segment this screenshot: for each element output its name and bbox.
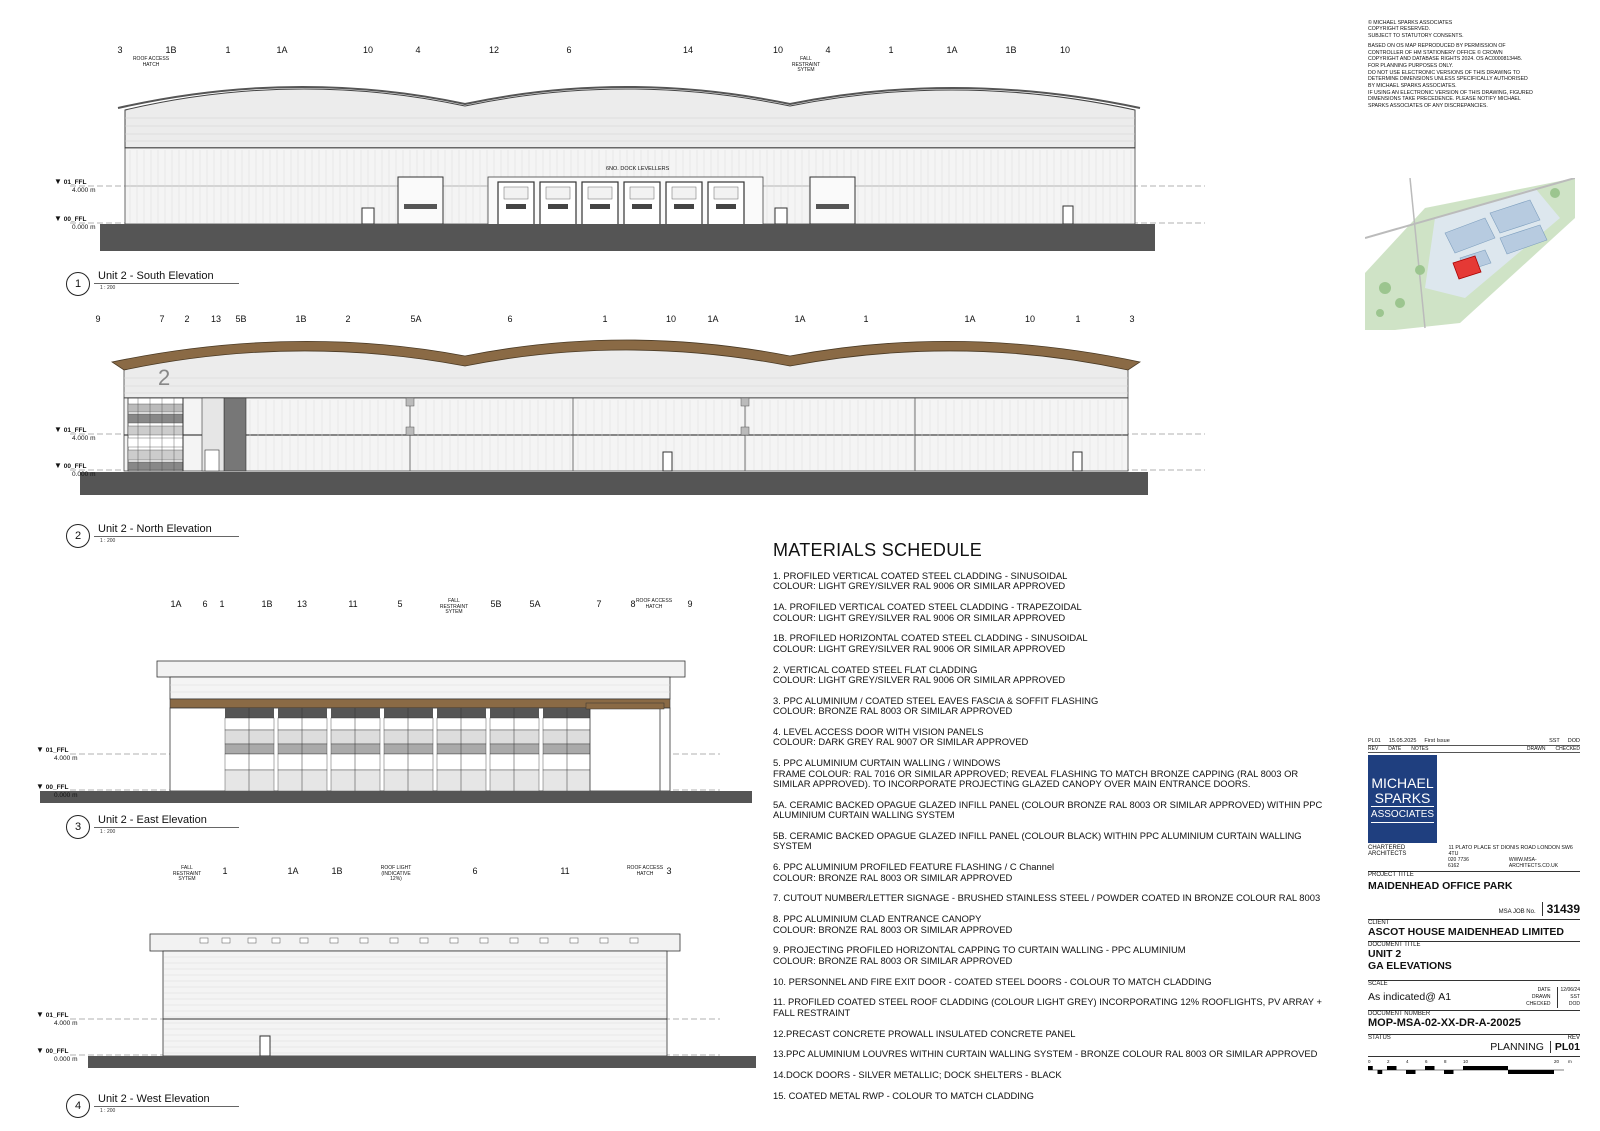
- level-value: 4.000 m: [72, 435, 96, 442]
- revision-row: [1368, 738, 1580, 744]
- copyright-notes: [1368, 20, 1533, 109]
- scale-label: SCALE: [1368, 980, 1580, 987]
- material-tag: 6: [202, 599, 208, 609]
- fall-restraint-note: FALL RESTRAINT SYTEM: [439, 598, 469, 616]
- logo-line: ASSOCIATES: [1371, 806, 1434, 823]
- material-tag: 10: [665, 314, 676, 324]
- material-tag: 10: [772, 45, 783, 55]
- material-item: [773, 800, 1333, 821]
- material-tag: 5B: [235, 314, 247, 324]
- revision-headers: [1368, 745, 1580, 753]
- material-item: [773, 1091, 1333, 1101]
- material-item: [773, 945, 1333, 966]
- roof-light-note: ROOF LIGHT (INDICATIVE 12%): [380, 865, 412, 883]
- scale-tick-label: 8: [1444, 1059, 1447, 1064]
- status-value: PLANNING: [1490, 1041, 1544, 1053]
- material-description: COLOUR: LIGHT GREY/SILVER RAL 9006 OR SIMILAR APPROVED: [773, 642, 1066, 654]
- level-value: 0.000 m: [72, 471, 96, 478]
- south-elevation-drawing: [0, 0, 1340, 260]
- material-heading: 11. PROFILED COATED STEEL ROOF CLADDING (COLOUR LIGHT GREY) INCORPORATING 12% ROOFLIGHTS, PV ARRAY + FALL RESTRAINT: [773, 996, 1322, 1018]
- rev-checked-cell: DOD: [1567, 738, 1580, 744]
- project-title-label: PROJECT TITLE: [1368, 871, 1580, 878]
- scale-tick-label: 0: [1368, 1059, 1371, 1064]
- material-heading: 9. PROJECTING PROFILED HORIZONTAL CAPPING TO CURTAIN WALLING - PPC ALUMINIUM: [773, 944, 1186, 956]
- material-tag: 13: [210, 314, 221, 324]
- view-scale: 1 : 200: [100, 829, 116, 835]
- rev-drawn-cell: SST: [1549, 738, 1560, 744]
- material-tag: 3: [117, 45, 123, 55]
- material-item: [773, 893, 1333, 903]
- material-tag: 1A: [287, 866, 299, 876]
- material-description: COLOUR: LIGHT GREY/SILVER RAL 9006 OR SIMILAR APPROVED: [773, 611, 1066, 623]
- material-tag: 1B: [1005, 45, 1017, 55]
- scale-bar-ticks: [1368, 1059, 1580, 1065]
- west-elevation-drawing: [0, 880, 760, 1080]
- level-label: 01_FFL: [63, 179, 87, 186]
- material-tag: 1: [1075, 314, 1081, 324]
- view-title: Unit 2 - East Elevation: [98, 814, 207, 826]
- scale-tick-label: 2: [1387, 1059, 1390, 1064]
- level-marker-ffl1: ▼ 01_FFL 4.000 m: [36, 745, 78, 762]
- level-marker-ffl0: ▼ 00_FFL 0.000 m: [54, 461, 96, 478]
- material-tag: 2: [184, 314, 190, 324]
- material-tag: 1A: [794, 314, 806, 324]
- material-tag: 14: [682, 45, 693, 55]
- logo-line: MICHAEL: [1371, 774, 1434, 791]
- material-tag: 4: [825, 45, 831, 55]
- materials-schedule: [773, 540, 1333, 1112]
- chartered-architects: CHARTERED ARCHITECTS: [1368, 845, 1407, 857]
- material-heading: 1A. PROFILED VERTICAL COATED STEEL CLADDING - TRAPEZOIDAL: [773, 601, 1082, 613]
- material-heading: 1B. PROFILED HORIZONTAL COATED STEEL CLADDING - SINUSOIDAL: [773, 632, 1088, 644]
- material-heading: 12.PRECAST CONCRETE PROWALL INSULATED CONCRETE PANEL: [773, 1027, 1076, 1039]
- material-tag: 13: [296, 599, 307, 609]
- material-heading: 10. PERSONNEL AND FIRE EXIT DOOR - COATED STEEL DOORS - COLOUR TO MATCH CLADDING: [773, 975, 1212, 987]
- north-elevation: [0, 310, 1340, 550]
- material-heading: 6. PPC ALUMINIUM PROFILED FEATURE FLASHING / C Channel: [773, 861, 1055, 873]
- rev-notes-cell: First Issue: [1424, 738, 1450, 744]
- level-value: 4.000 m: [72, 187, 96, 194]
- material-item: [773, 727, 1333, 748]
- east-elevation: [0, 598, 760, 855]
- east-elevation-drawing: [0, 605, 760, 805]
- project-title: MAIDENHEAD OFFICE PARK: [1368, 880, 1513, 892]
- material-tag: 6: [472, 866, 478, 876]
- material-tag: 12: [488, 45, 499, 55]
- material-tag: 4: [415, 45, 421, 55]
- meta-label: DATE: [1537, 987, 1551, 993]
- material-tag: 1: [219, 599, 225, 609]
- material-tag: 3: [666, 866, 672, 876]
- material-item: [773, 977, 1333, 987]
- material-item: [773, 997, 1333, 1018]
- roof-access-hatch-note: ROOF ACCESS HATCH: [626, 865, 664, 877]
- view-title-underline: [94, 536, 239, 537]
- material-item: [773, 633, 1333, 654]
- material-heading: 4. LEVEL ACCESS DOOR WITH VISION PANELS: [773, 726, 984, 738]
- south-elevation: [0, 0, 1340, 291]
- level-value: 0.000 m: [54, 792, 78, 799]
- level-label: 01_FFL: [45, 1012, 69, 1019]
- msa-logo: [1368, 755, 1437, 843]
- note-line: BASED ON OS MAP REPRODUCED BY PERMISSION OF CONTROLLER OF HM STATIONERY OFFICE © CROWN COPYRIGHT AND DATABASE RIGHTS 2024. OS AC0000813445.: [1368, 43, 1523, 63]
- view-title: Unit 2 - North Elevation: [98, 523, 212, 535]
- material-tag: 9: [95, 314, 101, 324]
- note-line: FOR PLANNING PURPOSES ONLY.: [1368, 63, 1454, 70]
- view-scale: 1 : 200: [100, 1108, 116, 1114]
- status-row: [1368, 1041, 1580, 1053]
- material-item: [773, 1049, 1333, 1059]
- website: WWW.MSA-ARCHITECTS.CO.UK: [1508, 857, 1559, 869]
- material-tag: 1B: [331, 866, 343, 876]
- drawing-scale: As indicated@ A1: [1368, 991, 1452, 1003]
- meta-label: CHECKED: [1526, 1001, 1551, 1007]
- practice-details: [1368, 845, 1580, 857]
- note-line: SUBJECT TO STATUTORY CONSENTS.: [1368, 32, 1464, 39]
- client-name: ASCOT HOUSE MAIDENHEAD LIMITED: [1368, 926, 1565, 938]
- rev-label: REV: [1567, 1035, 1580, 1041]
- material-heading: 3. PPC ALUMINIUM / COATED STEEL EAVES FASCIA & SOFFIT FLASHING: [773, 694, 1099, 706]
- west-elevation: [0, 865, 760, 1120]
- material-tag: 6: [507, 314, 513, 324]
- note-line: © MICHAEL SPARKS ASSOCIATES: [1368, 20, 1453, 26]
- revision-value: PL01: [1550, 1041, 1580, 1053]
- logo-line: SPARKS: [1374, 789, 1431, 806]
- scale-bar-graphic: [1368, 1066, 1580, 1078]
- material-heading: 5. PPC ALUMINIUM CURTAIN WALLING / WINDOWS: [773, 757, 1001, 769]
- fall-restraint-note: FALL RESTRAINT SYTEM: [791, 56, 821, 74]
- material-item: [773, 602, 1333, 623]
- view-title: Unit 2 - South Elevation: [98, 270, 214, 282]
- meta-label: DRAWN: [1531, 994, 1551, 1000]
- material-item: [773, 1029, 1333, 1039]
- level-value: 4.000 m: [54, 755, 78, 762]
- material-tag: 9: [687, 599, 693, 609]
- material-tag: 8: [630, 599, 636, 609]
- material-description: COLOUR: BRONZE RAL 8003 OR SIMILAR APPROVED: [773, 705, 1013, 717]
- material-heading: 7. CUTOUT NUMBER/LETTER SIGNAGE - BRUSHED STAINLESS STEEL / POWDER COATED IN BRONZE COLOUR RAL 8003: [773, 892, 1321, 904]
- material-tag: 5: [397, 599, 403, 609]
- material-tag: 1B: [295, 314, 307, 324]
- material-heading: 15. COATED METAL RWP - COLOUR TO MATCH CLADDING: [773, 1090, 1034, 1102]
- title-block: [1368, 738, 1580, 1123]
- phone: 020 7736 6162: [1448, 857, 1469, 869]
- material-item: [773, 696, 1333, 717]
- meta-value: DOD: [1568, 1001, 1580, 1007]
- scale-bar: [1368, 1056, 1580, 1083]
- material-tag: 1A: [276, 45, 288, 55]
- material-tag: 1: [222, 866, 228, 876]
- dock-levellers-note: 6NO. DOCK LEVELLERS: [606, 166, 670, 172]
- view-title-underline: [94, 283, 239, 284]
- drawing-meta: [1526, 987, 1580, 1008]
- level-value: 0.000 m: [72, 224, 96, 231]
- material-tag: 10: [1024, 314, 1035, 324]
- scale-tick-label: 10: [1463, 1059, 1469, 1064]
- scale-tick-label: 4: [1406, 1059, 1409, 1064]
- view-number: 2: [66, 524, 90, 548]
- meta-value: SST: [1570, 994, 1580, 1000]
- scale-tick-label: 6: [1425, 1059, 1428, 1064]
- material-tag: 1A: [170, 599, 182, 609]
- job-number-label: MSA JOB No.: [1498, 909, 1536, 915]
- rev-header: CHECKED: [1555, 746, 1580, 752]
- material-item: [773, 571, 1333, 592]
- material-tag: 1A: [707, 314, 719, 324]
- level-marker-ffl1: ▼ 01_FFL 4.000 m: [54, 425, 96, 442]
- job-number-row: [1368, 902, 1580, 916]
- level-label: 00_FFL: [45, 784, 69, 791]
- north-elevation-drawing: [0, 310, 1340, 510]
- material-tag: 1A: [964, 314, 976, 324]
- material-description: FRAME COLOUR: RAL 7016 OR SIMILAR APPROVED; REVEAL FLASHING TO MATCH BRONZE CAPPING (RAL 8003 OR SIMILAR APPROVED). TO INCORPORATE PROJECTING GLAZED CANOPY OVER MAIN ENTRANCE DOORS.: [773, 767, 1299, 790]
- material-description: COLOUR: DARK GREY RAL 9007 OR SIMILAR APPROVED: [773, 736, 1029, 748]
- material-heading: 13.PPC ALUMINIUM LOUVRES WITHIN CURTAIN WALLING SYSTEM - BRONZE COLOUR RAL 8003 OR SIMILAR APPROVED: [773, 1048, 1318, 1060]
- material-description: COLOUR: BRONZE RAL 8003 OR SIMILAR APPROVED: [773, 923, 1013, 935]
- level-marker-ffl0: ▼ 00_FFL 0.000 m: [36, 1046, 78, 1063]
- level-label: 00_FFL: [63, 216, 87, 223]
- material-item: [773, 665, 1333, 686]
- material-tag: 1A: [946, 45, 958, 55]
- rev-cell: PL01: [1368, 738, 1381, 744]
- material-item: [773, 831, 1333, 852]
- level-value: 4.000 m: [54, 1020, 78, 1027]
- material-tag: 6: [566, 45, 572, 55]
- level-value: 0.000 m: [54, 1056, 78, 1063]
- materials-list: [773, 571, 1333, 1101]
- rev-header: NOTES: [1411, 746, 1429, 752]
- level-label: 01_FFL: [45, 747, 69, 754]
- material-heading: 14.DOCK DOORS - SILVER METALLIC; DOCK SHELTERS - BLACK: [773, 1069, 1062, 1081]
- note-line: DO NOT USE ELECTRONIC VERSIONS OF THIS DRAWING TO DETERMINE DIMENSIONS UNLESS SPECIFICALLY AUTHORISED BY MICHAEL SPARKS ASSOCIATES.: [1368, 69, 1528, 89]
- material-tag: 5A: [410, 314, 422, 324]
- material-item: [773, 862, 1333, 883]
- level-marker-ffl0: ▼ 00_FFL 0.000 m: [36, 782, 78, 799]
- material-tag: 11: [560, 866, 570, 876]
- scale-tick-label: m: [1568, 1059, 1572, 1064]
- view-number: 4: [66, 1094, 90, 1118]
- material-heading: 2. VERTICAL COATED STEEL FLAT CLADDING: [773, 663, 978, 675]
- level-label: 00_FFL: [45, 1048, 69, 1055]
- document-title-line-2: GA ELEVATIONS: [1368, 960, 1452, 972]
- level-marker-ffl1: ▼ 01_FFL 4.000 m: [36, 1010, 78, 1027]
- material-item: [773, 914, 1333, 935]
- level-marker-ffl0: ▼ 00_FFL 0.000 m: [54, 214, 96, 231]
- note-line: COPYRIGHT RESERVED.: [1368, 26, 1431, 33]
- material-item: [773, 1070, 1333, 1080]
- material-tag: 1: [863, 314, 869, 324]
- scale-tick-label: 20: [1554, 1059, 1560, 1064]
- scale-row: [1368, 987, 1580, 1008]
- material-description: COLOUR: LIGHT GREY/SILVER RAL 9006 OR SIMILAR APPROVED: [773, 674, 1066, 686]
- contact-details: [1368, 857, 1580, 869]
- material-tag: 1: [225, 45, 231, 55]
- document-title-label: DOCUMENT TITLE: [1368, 941, 1580, 948]
- status-row-labels: [1368, 1034, 1580, 1041]
- client-label: CLIENT: [1368, 919, 1580, 926]
- material-description: COLOUR: BRONZE RAL 8003 OR SIMILAR APPROVED: [773, 954, 1013, 966]
- material-tag: 11: [348, 599, 358, 609]
- view-title-underline: [94, 827, 239, 828]
- material-description: COLOUR: BRONZE RAL 8003 OR SIMILAR APPROVED: [773, 871, 1013, 883]
- meta-value: 12/06/24: [1560, 987, 1580, 993]
- level-label: 00_FFL: [63, 463, 87, 470]
- address: 11 PLATO PLACE ST DIONIS ROAD LONDON SW6 4TU: [1448, 845, 1573, 857]
- roof-access-hatch-note: ROOF ACCESS HATCH: [132, 56, 170, 68]
- material-tag: 10: [1059, 45, 1070, 55]
- material-tag: 1: [602, 314, 608, 324]
- note-line: IF USING AN ELECTRONIC VERSION OF THIS DRAWING, FIGURED DIMENSIONS TAKE PRECEDENCE. PLEASE NOTIFY MICHAEL SPARKS ASSOCIATES OF ANY DISCREPANCIES.: [1368, 90, 1533, 109]
- level-marker-ffl1: ▼ 01_FFL 4.000 m: [54, 177, 96, 194]
- material-item: [773, 758, 1333, 789]
- view-title-underline: [94, 1106, 239, 1107]
- roof-access-hatch-note: ROOF ACCESS HATCH: [635, 598, 673, 610]
- rev-header: DATE: [1388, 746, 1402, 752]
- unit-number-signage: 2: [158, 365, 171, 390]
- material-tag: 1: [888, 45, 894, 55]
- document-number: MOP-MSA-02-XX-DR-A-20025: [1368, 1017, 1521, 1029]
- material-tag: 5B: [490, 599, 502, 609]
- material-heading: 8. PPC ALUMINIUM CLAD ENTRANCE CANOPY: [773, 913, 982, 925]
- rev-date-cell: 15.05.2025: [1388, 738, 1417, 744]
- fall-restraint-note: FALL RESTRAINT SYTEM: [172, 865, 202, 883]
- view-scale: 1 : 200: [100, 285, 116, 291]
- material-tag: 3: [1129, 314, 1135, 324]
- material-heading: 5A. CERAMIC BACKED OPAGUE GLAZED INFILL PANEL (COLOUR BRONZE RAL 8003 OR SIMILAR APPROVED) WITHIN PPC ALUMINIUM CURTAIN WALLING SYSTEM: [773, 798, 1323, 821]
- material-tag: 1B: [261, 599, 273, 609]
- material-tag: 5A: [529, 599, 541, 609]
- material-heading: 5B. CERAMIC BACKED OPAGUE GLAZED INFILL PANEL (COLOUR BLACK) WITHIN PPC ALUMINIUM CURTAIN WALLING SYSTEM: [773, 830, 1302, 852]
- status-label: STATUS: [1368, 1035, 1391, 1041]
- material-tag: 1B: [165, 45, 177, 55]
- document-title-line-1: UNIT 2: [1368, 948, 1402, 960]
- view-title: Unit 2 - West Elevation: [98, 1093, 210, 1105]
- job-number: 31439: [1542, 902, 1580, 916]
- rev-header: DRAWN: [1526, 746, 1546, 752]
- material-tag: 7: [159, 314, 165, 324]
- level-label: 01_FFL: [63, 427, 87, 434]
- document-number-label: DOCUMENT NUMBER: [1368, 1010, 1580, 1017]
- view-scale: 1 : 200: [100, 538, 116, 544]
- material-heading: 1. PROFILED VERTICAL COATED STEEL CLADDING - SINUSOIDAL: [773, 570, 1068, 581]
- material-tag: 7: [596, 599, 602, 609]
- materials-schedule-title: MATERIALS SCHEDULE: [773, 540, 983, 560]
- material-tag: 10: [362, 45, 373, 55]
- material-description: COLOUR: LIGHT GREY/SILVER RAL 9006 OR SIMILAR APPROVED: [773, 580, 1066, 592]
- rev-header: REV: [1368, 746, 1379, 752]
- view-number: 3: [66, 815, 90, 839]
- site-location-map: [1365, 178, 1575, 330]
- material-tag: 2: [345, 314, 351, 324]
- view-number: 1: [66, 272, 90, 296]
